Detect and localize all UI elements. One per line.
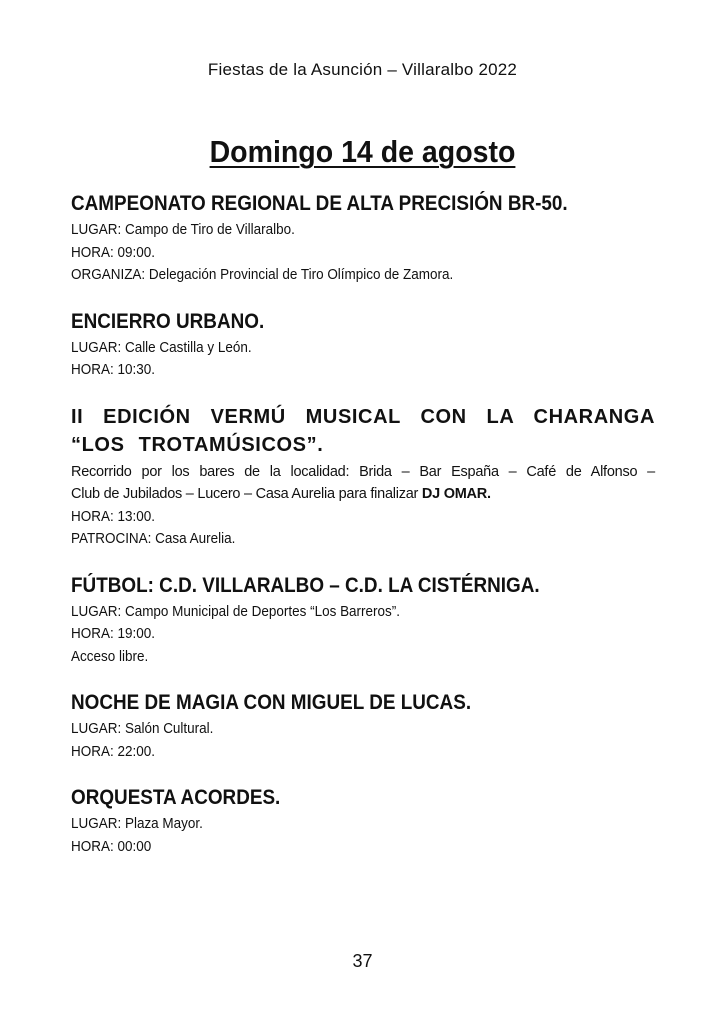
- event-vermu: [71, 403, 655, 551]
- event-list: [71, 190, 655, 879]
- running-header: Fiestas de la Asunción – Villaralbo 2022: [207, 60, 518, 79]
- event-location: LUGAR: Plaza Mayor.: [71, 816, 203, 832]
- event-encierro: [71, 308, 655, 382]
- event-time: HORA: 10:30.: [71, 362, 155, 378]
- event-title: ORQUESTA ACORDES.: [71, 786, 281, 809]
- event-time: HORA: 22:00.: [71, 743, 155, 760]
- event-organizer: ORGANIZA: Delegación Provincial de Tiro Olímpico de Zamora.: [71, 267, 454, 283]
- event-sponsor: PATROCINA: Casa Aurelia.: [71, 531, 236, 547]
- event-title: II EDICIÓN VERMÚ MUSICAL CON LA CHARANGA “LOS TROTAMÚSICOS”.: [71, 405, 655, 456]
- event-location: LUGAR: Calle Castilla y León.: [71, 339, 252, 356]
- event-location: LUGAR: Campo de Tiro de Villaralbo.: [71, 222, 295, 238]
- event-futbol: [71, 572, 655, 669]
- event-time: HORA: 19:00.: [71, 626, 155, 642]
- event-title: CAMPEONATO REGIONAL DE ALTA PRECISIÓN BR-50.: [71, 192, 568, 215]
- event-orquesta: [71, 784, 655, 858]
- event-title: FÚTBOL: C.D. VILLARALBO – C.D. LA CISTÉRNIGA.: [71, 573, 540, 597]
- event-access: Acceso libre.: [71, 648, 149, 665]
- event-description: [71, 461, 655, 506]
- event-description-line: [71, 483, 655, 506]
- event-description-text: Club de Jubilados – Lucero – Casa Aurelia para finalizar: [71, 486, 422, 502]
- page-number: 37: [352, 951, 373, 971]
- event-time: HORA: 00:00: [71, 838, 152, 855]
- event-location: LUGAR: Salón Cultural.: [71, 721, 214, 737]
- event-location: LUGAR: Campo Municipal de Deportes “Los Barreros”.: [71, 603, 401, 620]
- event-description-line: Recorrido por los bares de la localidad: Brida – Bar España – Café de Alfonso –: [71, 463, 655, 480]
- event-title: NOCHE DE MAGIA CON MIGUEL DE LUCAS.: [71, 691, 472, 714]
- page-title: Domingo 14 de agosto: [209, 134, 516, 169]
- event-campeonato: [71, 190, 655, 287]
- event-description-highlight: DJ OMAR.: [421, 486, 491, 502]
- event-time: HORA: 13:00.: [71, 508, 155, 525]
- event-time: HORA: 09:00.: [71, 244, 155, 261]
- event-magia: [71, 689, 655, 763]
- event-title: ENCIERRO URBANO.: [71, 309, 265, 333]
